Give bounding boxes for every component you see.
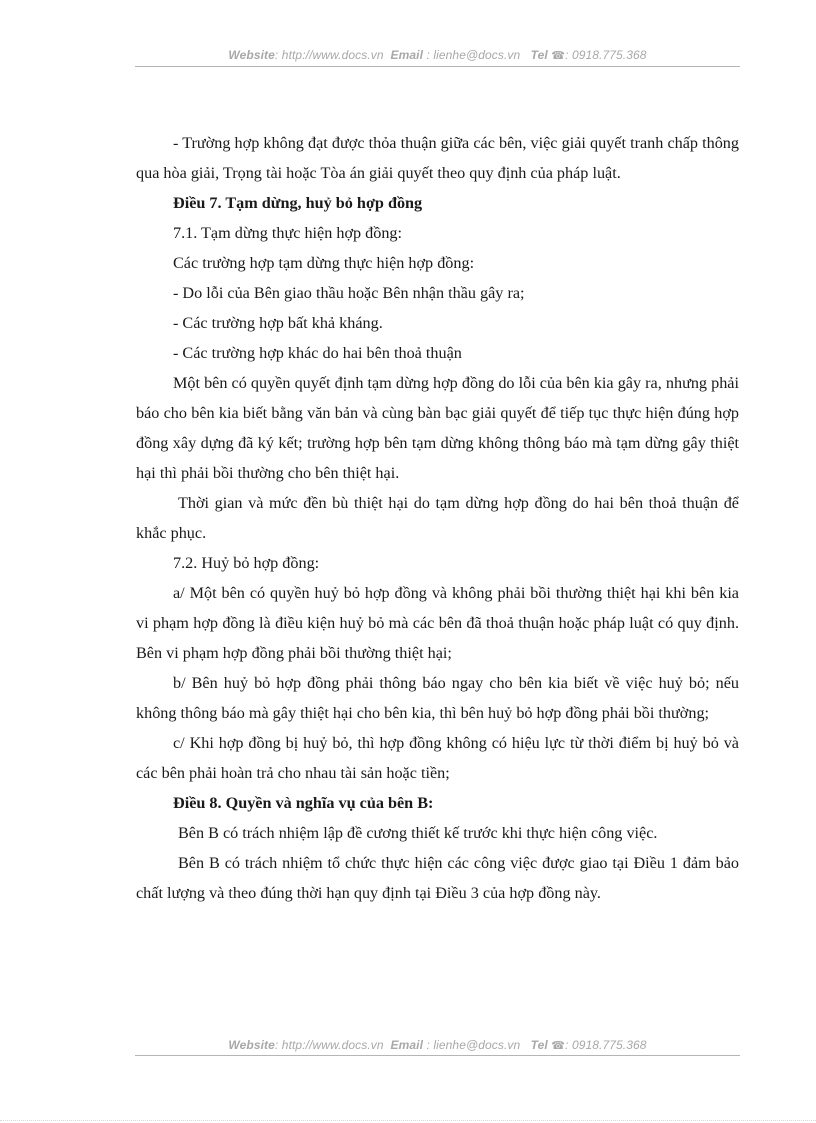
header-website-label: Website <box>228 48 275 62</box>
document-body <box>136 128 739 908</box>
page-edge-divider <box>0 1120 816 1121</box>
footer-tel-label: Tel <box>530 1038 548 1052</box>
header-tel-value: : 0918.775.368 <box>565 48 647 62</box>
paragraph: Một bên có quyền quyết định tạm dừng hợp đồng do lỗi của bên kia gây ra, nhưng phải báo cho bên kia biết bằng văn bản và cùng bàn bạc giải quyết để tiếp tục thực hiện đúng hợp đồng xây dựng đã ký kết; trường hợp bên tạm dừng không thông báo mà tạm dừng gây thiệt hại thì phải bồi thường cho bên thiệt hại. <box>136 374 739 482</box>
list-item: - Do lỗi của Bên giao thầu hoặc Bên nhận thầu gây ra; <box>173 284 525 302</box>
header-email-label: Email <box>390 48 424 62</box>
paragraph: a/ Một bên có quyền huỷ bỏ hợp đồng và không phải bồi thường thiệt hại khi bên kia vi phạm hợp đồng là điều kiện huỷ bỏ mà các bên đã thoả thuận hoặc pháp luật có quy định. Bên vi phạm hợp đồng phải bồi thường thiệt hại; <box>136 584 739 662</box>
footer-website-value: : http://www.docs.vn <box>274 1038 384 1052</box>
paragraph: 7.1. Tạm dừng thực hiện hợp đồng: <box>173 224 403 242</box>
paragraph: Bên B có trách nhiệm lập đề cương thiết kế trước khi thực hiện công việc. <box>178 824 658 842</box>
paragraph: Các trường hợp tạm dừng thực hiện hợp đồng: <box>173 254 475 272</box>
page-footer <box>135 1038 740 1052</box>
paragraph: 7.2. Huỷ bỏ hợp đồng: <box>173 554 320 572</box>
paragraph: Thời gian và mức đền bù thiệt hại do tạm dừng hợp đồng do hai bên thoả thuận để khắc phục. <box>136 494 739 542</box>
list-item: - Các trường hợp khác do hai bên thoả thuận <box>173 344 462 362</box>
footer-website-label: Website <box>228 1038 275 1052</box>
header-tel-label: Tel <box>530 48 548 62</box>
paragraph: Bên B có trách nhiệm tổ chức thực hiện các công việc được giao tại Điều 1 đảm bảo chất lượng và theo đúng thời hạn quy định tại Điều 3 của hợp đồng này. <box>136 854 739 902</box>
telephone-icon: ☎ <box>551 1040 566 1052</box>
header-website-value: : http://www.docs.vn <box>274 48 384 62</box>
paragraph: - Trường hợp không đạt được thỏa thuận giữa các bên, việc giải quyết tranh chấp thông qua hòa giải, Trọng tài hoặc Tòa án giải quyết theo quy định của pháp luật. <box>136 134 739 182</box>
footer-email-value: : lienhe@docs.vn <box>426 1038 521 1052</box>
header-email-value: : lienhe@docs.vn <box>426 48 521 62</box>
section-heading: Điều 8. Quyền và nghĩa vụ của bên B: <box>173 794 434 812</box>
footer-email-label: Email <box>390 1038 424 1052</box>
list-item: - Các trường hợp bất khả kháng. <box>173 314 383 332</box>
page-header <box>135 48 740 62</box>
footer-tel-value: : 0918.775.368 <box>565 1038 647 1052</box>
paragraph: b/ Bên huỷ bỏ hợp đồng phải thông báo ngay cho bên kia biết về việc huỷ bỏ; nếu không thông báo mà gây thiệt hại cho bên kia, thì bên huỷ bỏ hợp đồng phải bồi thường; <box>136 674 739 722</box>
paragraph: c/ Khi hợp đồng bị huỷ bỏ, thì hợp đồng không có hiệu lực từ thời điểm bị huỷ bỏ và các bên phải hoàn trả cho nhau tài sản hoặc tiền; <box>136 734 739 782</box>
telephone-icon: ☎ <box>551 50 566 62</box>
section-heading: Điều 7. Tạm dừng, huỷ bỏ hợp đồng <box>173 194 423 212</box>
header-divider <box>135 66 740 67</box>
footer-divider <box>135 1055 740 1056</box>
